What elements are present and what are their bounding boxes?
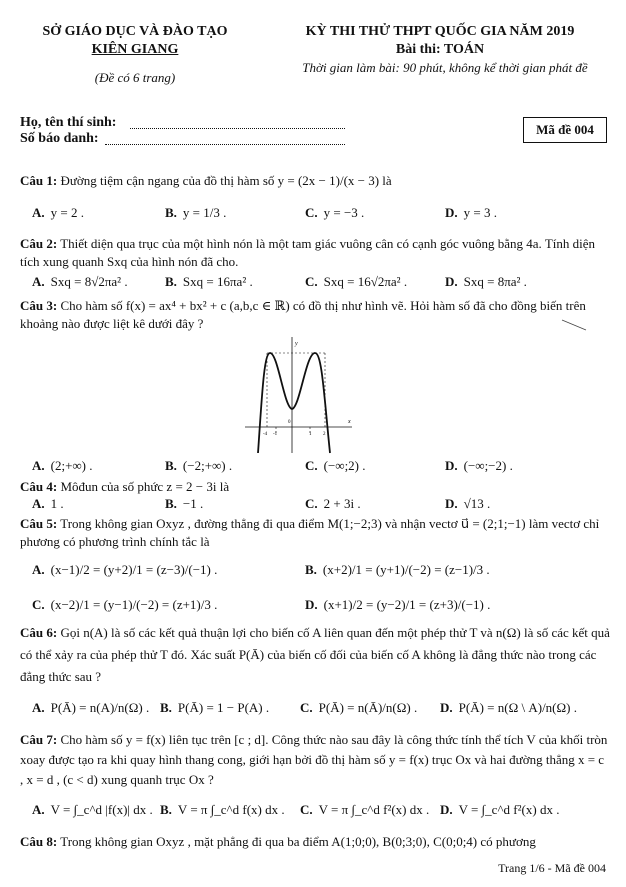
option-b[interactable]: B. (x+2)/1 = (y+1)/(−2) = (z−1)/3 . xyxy=(305,562,490,577)
option-a[interactable]: A. Sxq = 8√2πa² . xyxy=(32,274,128,289)
province-name: KIÊN GIANG xyxy=(91,42,179,57)
option-c[interactable]: C. y = −3 . xyxy=(305,205,365,220)
department-name: SỞ GIÁO DỤC VÀ ĐÀO TẠO xyxy=(42,24,228,39)
option-c[interactable]: C. V = π ∫_c^d f²(x) dx . xyxy=(300,802,430,817)
question-label: Câu 7: xyxy=(20,732,58,747)
option-b[interactable]: B. (−2;+∞) . xyxy=(165,458,233,473)
option-d[interactable]: D. V = ∫_c^d f²(x) dx . xyxy=(440,802,560,817)
question-text: Gọi n(A) là số các kết quả thuận lợi cho biến cố A liên quan đến một phép thử T và n(Ω) là số các kết quả có thể xảy ra của phép thử T đó. Xác suất P(Ā) của biến cố đối của biến cố A không là đẳng thức nào trong các đẳng thức sau ? xyxy=(20,625,610,684)
option-b[interactable]: B. Sxq = 16πa² . xyxy=(165,274,253,289)
option-d[interactable]: D. (x+1)/2 = (y−2)/1 = (z+3)/(−1) . xyxy=(305,597,491,612)
y-axis-label: y xyxy=(295,341,298,347)
question-5 xyxy=(20,515,610,551)
exam-code-box: Mã đề 004 xyxy=(523,117,607,143)
question-3 xyxy=(20,297,610,333)
question-6 xyxy=(20,622,610,688)
option-a[interactable]: A. y = 2 . xyxy=(32,205,84,220)
question-text: Cho hàm số y = f(x) liên tục trên [c ; d]. Công thức nào sau đây là công thức tính thể tích V của khối tròn xoay được tạo ra khi quay hình thang cong, giới hạn bởi đồ thị hàm số y = f(x) trục Ox và hai đường thẳng x = c , x = d , (c < d) xung quanh trục Ox ? xyxy=(20,732,608,787)
question-label: Câu 1: xyxy=(20,173,58,188)
option-a[interactable]: A. V = ∫_c^d |f(x)| dx . xyxy=(32,802,153,817)
option-d[interactable]: D. y = 3 . xyxy=(445,205,497,220)
option-b[interactable]: B. y = 1/3 . xyxy=(165,205,227,220)
tick-label: 1 xyxy=(309,432,312,437)
question-text: Trong không gian Oxyz , mặt phẳng đi qua ba điểm A(1;0;0), B(0;3;0), C(0;0;4) có phương xyxy=(60,834,536,849)
subject-title: Bài thi: TOÁN xyxy=(395,42,485,57)
option-a[interactable]: A. 1 . xyxy=(32,496,64,511)
option-a[interactable]: A. P(Ā) = n(A)/n(Ω) . xyxy=(32,700,150,715)
option-c[interactable]: C. P(Ā) = n(Ā)/n(Ω) . xyxy=(300,700,418,715)
option-b[interactable]: B. P(Ā) = 1 − P(A) . xyxy=(160,700,270,715)
question-1 xyxy=(20,172,610,190)
option-a[interactable]: A. (x−1)/2 = (y+2)/1 = (z−3)/(−1) . xyxy=(32,562,218,577)
student-id-label: Số báo danh: xyxy=(20,131,99,146)
function-curve xyxy=(258,353,330,453)
question-label: Câu 2: xyxy=(20,236,58,251)
quartic-function-graph xyxy=(240,335,355,455)
option-c[interactable]: C. (−∞;2) . xyxy=(305,458,366,473)
tick-label: 0 xyxy=(288,420,291,425)
option-c[interactable]: C. (x−2)/1 = (y−1)/(−2) = (z+1)/3 . xyxy=(32,597,218,612)
question-text: Cho hàm số f(x) = ax⁴ + bx² + c (a,b,c ∈ ℝ) có đồ thị như hình vẽ. Hỏi hàm số đã cho đồng biến trên khoảng nào được liệt kê dưới đây ? xyxy=(20,298,586,331)
tick-label: -1 xyxy=(273,432,278,437)
tick-label: 2 xyxy=(323,432,326,437)
student-name-field[interactable] xyxy=(130,116,345,129)
option-d[interactable]: D. (−∞;−2) . xyxy=(445,458,513,473)
question-text: Đường tiệm cận ngang của đồ thị hàm số y = (2x − 1)/(x − 3) là xyxy=(60,173,392,188)
tick-label: -4 xyxy=(263,432,268,437)
question-label: Câu 8: xyxy=(20,834,58,849)
question-text: Thiết diện qua trục của một hình nón là một tam giác vuông cân có cạnh góc vuông bằng 4a. Tính diện tích xung quanh Sxq của hình nón đã cho. xyxy=(20,236,596,269)
option-b[interactable]: B. V = π ∫_c^d f(x) dx . xyxy=(160,802,285,817)
question-label: Câu 6: xyxy=(20,625,58,640)
student-id-field[interactable] xyxy=(105,132,345,145)
option-c[interactable]: C. 2 + 3i . xyxy=(305,496,361,511)
option-d[interactable]: D. Sxq = 8πa² . xyxy=(445,274,527,289)
option-d[interactable]: D. P(Ā) = n(Ω \ A)/n(Ω) . xyxy=(440,700,577,715)
option-d[interactable]: D. √13 . xyxy=(445,496,491,511)
question-7 xyxy=(20,730,610,790)
question-text: Trong không gian Oxyz , đường thẳng đi qua điểm M(1;−2;3) và nhận vectơ u⃗ = (2;1;−1) làm vectơ chỉ phương có phương trình chính tắc là xyxy=(20,516,600,549)
exam-title: KỲ THI THỬ THPT QUỐC GIA NĂM 2019 xyxy=(305,24,575,39)
question-label: Câu 3: xyxy=(20,298,58,313)
stray-mark xyxy=(560,318,590,332)
x-axis-label: x xyxy=(348,419,351,425)
question-2 xyxy=(20,235,610,271)
option-b[interactable]: B. −1 . xyxy=(165,496,204,511)
time-note: Thời gian làm bài: 90 phút, không kể thời gian phát đề xyxy=(302,60,588,75)
question-4 xyxy=(20,478,610,496)
option-a[interactable]: A. (2;+∞) . xyxy=(32,458,93,473)
page-footer: Trang 1/6 - Mã đề 004 xyxy=(498,861,606,875)
question-label: Câu 4: xyxy=(20,479,58,494)
student-name-label: Họ, tên thí sinh: xyxy=(20,115,117,130)
question-text: Môđun của số phức z = 2 − 3i là xyxy=(60,479,230,494)
question-8 xyxy=(20,833,610,851)
option-c[interactable]: C. Sxq = 16√2πa² . xyxy=(305,274,408,289)
page-count-note: (Đề có 6 trang) xyxy=(94,70,176,85)
question-label: Câu 5: xyxy=(20,516,58,531)
